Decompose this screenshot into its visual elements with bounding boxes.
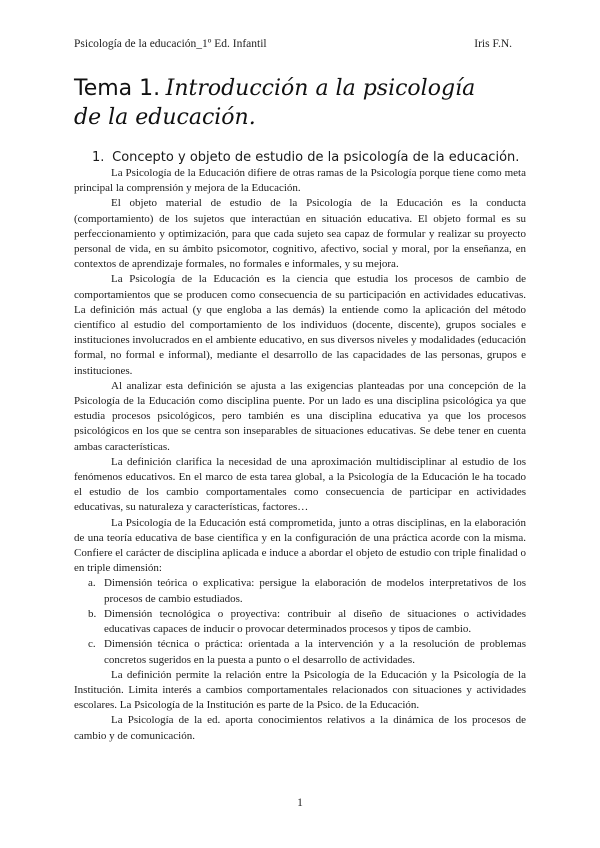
header-author: Iris F.N. xyxy=(474,38,512,50)
title-main: Introducción a la psicología de la educación. xyxy=(74,76,476,130)
page-title xyxy=(74,74,494,132)
paragraph: La Psicología de la Educación es la ciencia que estudia los procesos de cambio de comportamientos que se producen como consecuencia de su participación en actividades educativas. La definición más actual (y que engloba a las demás) la entiende como la aplicación del método científico al estudio del comportamiento de los individuos (docente, discente), grupos sociales e instituciones involucrados en el ambiente educativo, en sus diversos niveles y modalidades (educación formal, no formal e informal), mediante el desarrollo de las capacidades de las personas, grupos e instituciones. xyxy=(74,273,526,377)
paragraph: La Psicología de la ed. aporta conocimientos relativos a la dinámica de los procesos de cambio y de comunicación. xyxy=(74,714,526,742)
list-marker: b. xyxy=(88,607,97,620)
page-number: 1 xyxy=(297,797,303,809)
title-prefix: Tema 1. xyxy=(74,76,161,101)
paragraph: La definición permite la relación entre la Psicología de la Educación y la Psicología de la Institución. Limita interés a cambios comportamentales relacionados con situaciones y actividades escolares. La Psicología de la Institución es parte de la Psico. de la Educación. xyxy=(74,668,526,712)
page-header xyxy=(74,38,512,50)
list-marker: c. xyxy=(88,638,96,651)
paragraph: El objeto material de estudio de la Psicología de la Educación es la conducta (comportamiento) de los sujetos que interactúan en situación educativa. El objeto formal es su perfeccionamiento y optimización, para que cada sujeto sea capaz de formular y realizar su proyecto personal de vida, en su ámbito psicomotor, cognitivo, afectivo, social y moral, por la enseñanza, en contextos de aprendizaje formales, no formales e informales, y su mejora. xyxy=(74,197,526,271)
section-number: 1. xyxy=(92,150,105,165)
section-heading xyxy=(92,150,540,165)
list-item xyxy=(74,637,526,667)
list-item-text: Dimensión tecnológica o proyectiva: contribuir al diseño de situaciones o actividades educativas capaces de inducir o provocar determinados procesos y tipos de cambio. xyxy=(104,607,526,636)
list-marker: a. xyxy=(88,577,96,590)
paragraph: La Psicología de la Educación difiere de otras ramas de la Psicología porque tiene como meta principal la comprensión y mejora de la Educación. xyxy=(74,167,526,195)
header-course: Psicología de la educación_1º Ed. Infantil xyxy=(74,38,267,50)
paragraph: Al analizar esta definición se ajusta a las exigencias planteadas por una concepción de la Psicología de la Educación como disciplina puente. Por un lado es una disciplina psicológica ya que estudia procesos psicológicos, pero también es una disciplina educativa ya que los procesos psicológicos en los que se centra son inseparables de situaciones educativas. Se debe tener en cuenta ambas características. xyxy=(74,379,526,453)
paragraph: La Psicología de la Educación está comprometida, junto a otras disciplinas, en la elaboración de una teoría educativa de base científica y en la configuración de una práctica acorde con la misma. Confiere el carácter de disciplina aplicada e induce a abordar el objeto de estudio con triple finalidad o en triple dimensión: xyxy=(74,516,526,575)
dimension-list xyxy=(74,576,526,667)
list-item-text: Dimensión técnica o práctica: orientada a la intervención y a la resolución de problemas concretos sugeridos en la puesta a punto o el desarrollo de actividades. xyxy=(104,638,526,666)
document-body xyxy=(74,166,526,744)
list-item xyxy=(74,607,526,637)
section-title: Concepto y objeto de estudio de la psicología de la educación. xyxy=(112,150,520,165)
list-item-text: Dimensión teórica o explicativa: persigue la elaboración de modelos interpretativos de los procesos de cambio estudiados. xyxy=(104,577,526,605)
list-item xyxy=(74,576,526,606)
paragraph: La definición clarifica la necesidad de una aproximación multidisciplinar al estudio de los fenómenos educativos. En el marco de esta tarea global, a la Psicología de la Educación le ha tocado el estudio de los cambio comportamentales como consecuencia de participar en actividades educativas, su naturaleza y características, factores… xyxy=(74,455,526,514)
